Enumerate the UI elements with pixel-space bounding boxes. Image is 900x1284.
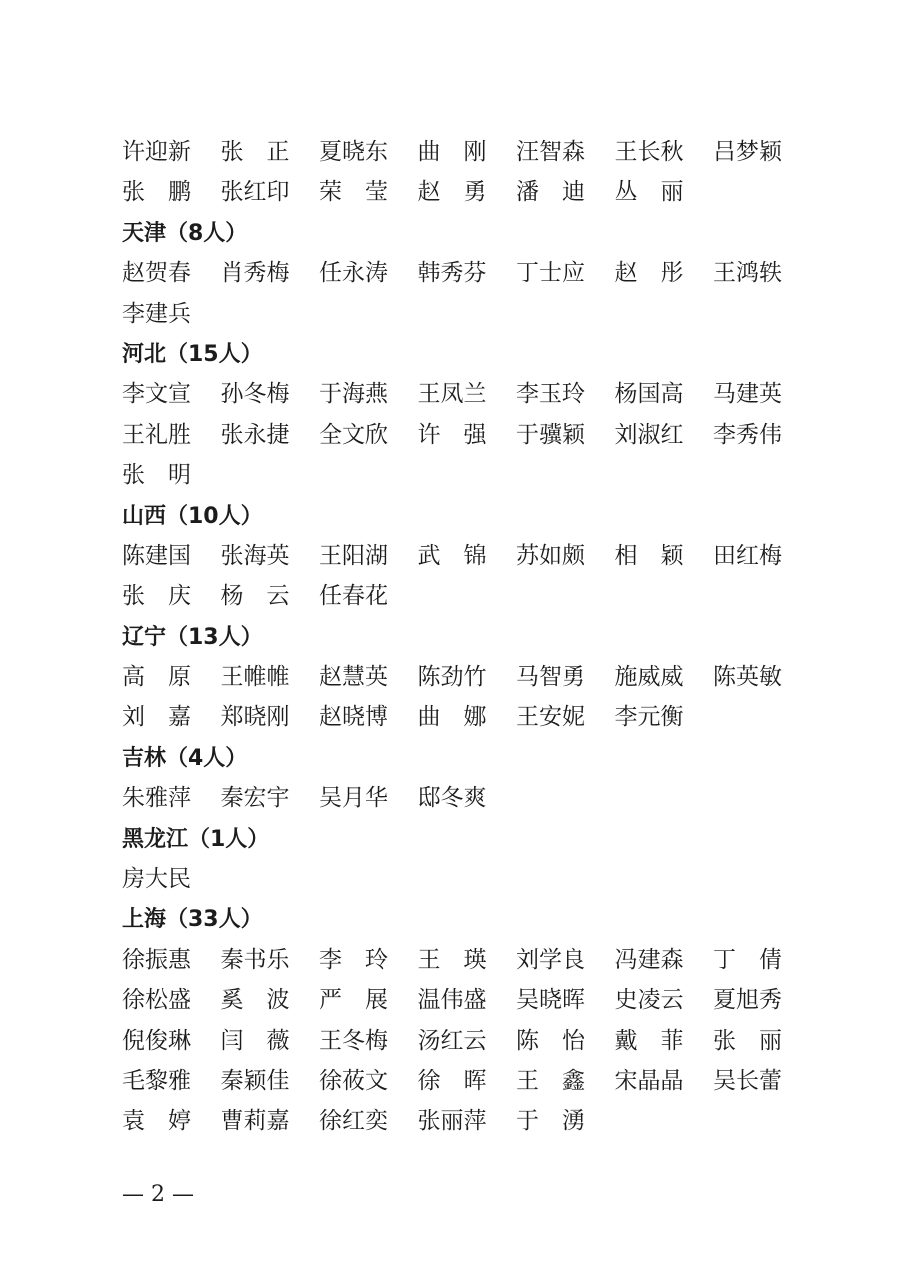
person-name: 孙冬梅	[220, 381, 290, 408]
person-name: 吴长蕾	[713, 1067, 782, 1094]
names-row	[122, 778, 802, 818]
person-name: 任春花	[319, 583, 388, 610]
person-name: 马建英	[713, 381, 782, 408]
person-name: 李元衡	[614, 704, 684, 731]
person-name: 韩秀芬	[417, 260, 487, 287]
person-name: 吕梦颖	[713, 139, 782, 165]
names-row	[122, 1021, 802, 1061]
person-name: 宋晶晶	[614, 1067, 684, 1094]
person-name: 曲 刚	[417, 139, 487, 165]
person-name: 曹莉嘉	[220, 1108, 290, 1135]
person-name: 陈英敏	[713, 664, 782, 691]
person-name: 王阳湖	[319, 542, 388, 569]
region-heading-text: 辽宁（13人）	[122, 624, 263, 650]
person-name: 潘 迪	[516, 179, 585, 206]
person-name: 杨 云	[220, 583, 290, 610]
person-name: 徐振惠	[122, 946, 191, 973]
person-name: 张 正	[220, 139, 290, 165]
person-name: 赵慧英	[319, 664, 388, 691]
region-heading-text: 山西（10人）	[122, 503, 263, 529]
person-name: 秦书乐	[220, 946, 290, 973]
person-name: 张 鹏	[122, 179, 191, 206]
person-name: 史凌云	[614, 987, 684, 1014]
person-name: 赵贺春	[122, 260, 191, 287]
region-heading	[122, 819, 802, 859]
person-name: 赵晓博	[319, 704, 388, 731]
region-heading-text: 上海（33人）	[122, 907, 263, 933]
region-heading	[122, 213, 802, 253]
person-name: 相 颖	[614, 542, 684, 569]
person-name: 陈 怡	[516, 1027, 585, 1054]
person-name: 吴晓晖	[516, 987, 585, 1014]
person-name: 施威威	[614, 664, 684, 691]
names-row	[122, 455, 802, 495]
person-name: 李 玲	[319, 946, 388, 973]
person-name: 武 锦	[417, 542, 487, 569]
person-name: 李玉玲	[516, 381, 585, 408]
names-row	[122, 576, 802, 616]
person-name: 朱雅萍	[122, 785, 191, 812]
person-name: 刘学良	[516, 946, 585, 973]
names-row	[122, 294, 802, 334]
person-name: 王礼胜	[122, 421, 191, 448]
names-row	[122, 859, 802, 899]
person-name: 刘淑红	[614, 421, 684, 448]
person-name: 荣 莹	[319, 179, 388, 206]
person-name: 张永捷	[220, 421, 290, 448]
person-name: 于 湧	[516, 1108, 585, 1135]
person-name: 倪俊琳	[122, 1027, 191, 1054]
person-name: 邸冬爽	[417, 785, 487, 812]
names-row	[122, 697, 802, 737]
person-name: 于骥颖	[516, 421, 585, 448]
person-name: 严 展	[319, 987, 388, 1014]
person-name: 刘 嘉	[122, 704, 191, 731]
person-name: 丁 倩	[713, 946, 782, 973]
person-name: 赵 彤	[614, 260, 684, 287]
region-heading	[122, 496, 802, 536]
person-name: 王凤兰	[417, 381, 487, 408]
names-row	[122, 536, 802, 576]
person-name: 全文欣	[319, 421, 388, 448]
person-name: 吴月华	[319, 785, 388, 812]
person-name: 袁 婷	[122, 1108, 191, 1135]
region-heading	[122, 617, 802, 657]
page-number: — 2 —	[122, 1182, 194, 1207]
person-name: 张海英	[220, 542, 290, 569]
region-heading	[122, 899, 802, 939]
region-heading-text: 吉林（4人）	[122, 745, 248, 771]
person-name: 徐莜文	[319, 1067, 388, 1094]
person-name: 马智勇	[516, 664, 585, 691]
person-name: 陈建国	[122, 542, 191, 569]
person-name: 苏如颇	[516, 542, 585, 569]
region-heading	[122, 738, 802, 778]
person-name: 赵 勇	[417, 179, 487, 206]
names-row	[122, 415, 802, 455]
person-name: 高 原	[122, 664, 191, 691]
person-name: 张 丽	[713, 1027, 782, 1054]
person-name: 王帷帷	[220, 664, 290, 691]
person-name: 奚 波	[220, 987, 290, 1014]
region-heading	[122, 334, 802, 374]
person-name: 王 瑛	[417, 946, 487, 973]
person-name: 郑晓刚	[220, 704, 290, 731]
person-name: 房大民	[122, 866, 191, 893]
person-name: 杨国高	[614, 381, 684, 408]
person-name: 于海燕	[319, 381, 388, 408]
person-name: 夏旭秀	[713, 987, 782, 1014]
person-name: 徐红奕	[319, 1108, 388, 1135]
names-row	[122, 132, 802, 172]
names-row	[122, 980, 802, 1020]
region-heading-text: 河北（15人）	[122, 341, 263, 367]
person-name: 王 鑫	[516, 1067, 585, 1094]
names-row	[122, 253, 802, 293]
person-name: 张丽萍	[417, 1108, 487, 1135]
region-heading-text: 黑龙江（1人）	[122, 826, 270, 852]
person-name: 任永涛	[319, 260, 388, 287]
person-name: 汤红云	[417, 1027, 487, 1054]
names-row	[122, 172, 802, 212]
person-name: 汪智森	[516, 139, 585, 165]
person-name: 闫 薇	[220, 1027, 290, 1054]
person-name: 王鸿轶	[713, 260, 782, 287]
names-row	[122, 1061, 802, 1101]
person-name: 张 明	[122, 462, 191, 489]
person-name: 许 强	[417, 421, 487, 448]
person-name: 肖秀梅	[220, 260, 290, 287]
person-name: 李文宣	[122, 381, 191, 408]
person-name: 陈劲竹	[417, 664, 487, 691]
person-name: 夏晓东	[319, 139, 388, 165]
person-name: 田红梅	[713, 542, 782, 569]
person-name: 戴 菲	[614, 1027, 684, 1054]
person-name: 曲 娜	[417, 704, 487, 731]
names-row	[122, 940, 802, 980]
person-name: 温伟盛	[417, 987, 487, 1014]
person-name: 徐松盛	[122, 987, 191, 1014]
person-name: 王冬梅	[319, 1027, 388, 1054]
person-name: 徐 晖	[417, 1067, 487, 1094]
person-name: 毛黎雅	[122, 1067, 191, 1094]
person-name: 冯建森	[614, 946, 684, 973]
person-name: 王安妮	[516, 704, 585, 731]
names-row	[122, 374, 802, 414]
person-name: 李建兵	[122, 300, 191, 327]
person-name: 丁士应	[516, 260, 585, 287]
person-name: 许迎新	[122, 139, 191, 165]
region-heading-text: 天津（8人）	[122, 220, 248, 246]
person-name: 丛 丽	[614, 179, 684, 206]
person-name: 李秀伟	[713, 421, 782, 448]
names-row	[122, 657, 802, 697]
name-list	[122, 132, 802, 1142]
person-name: 王长秋	[614, 139, 684, 165]
person-name: 张红印	[220, 179, 290, 206]
person-name: 秦颖佳	[220, 1067, 290, 1094]
names-row	[122, 1101, 802, 1141]
person-name: 秦宏宇	[220, 785, 290, 812]
person-name: 张 庆	[122, 583, 191, 610]
